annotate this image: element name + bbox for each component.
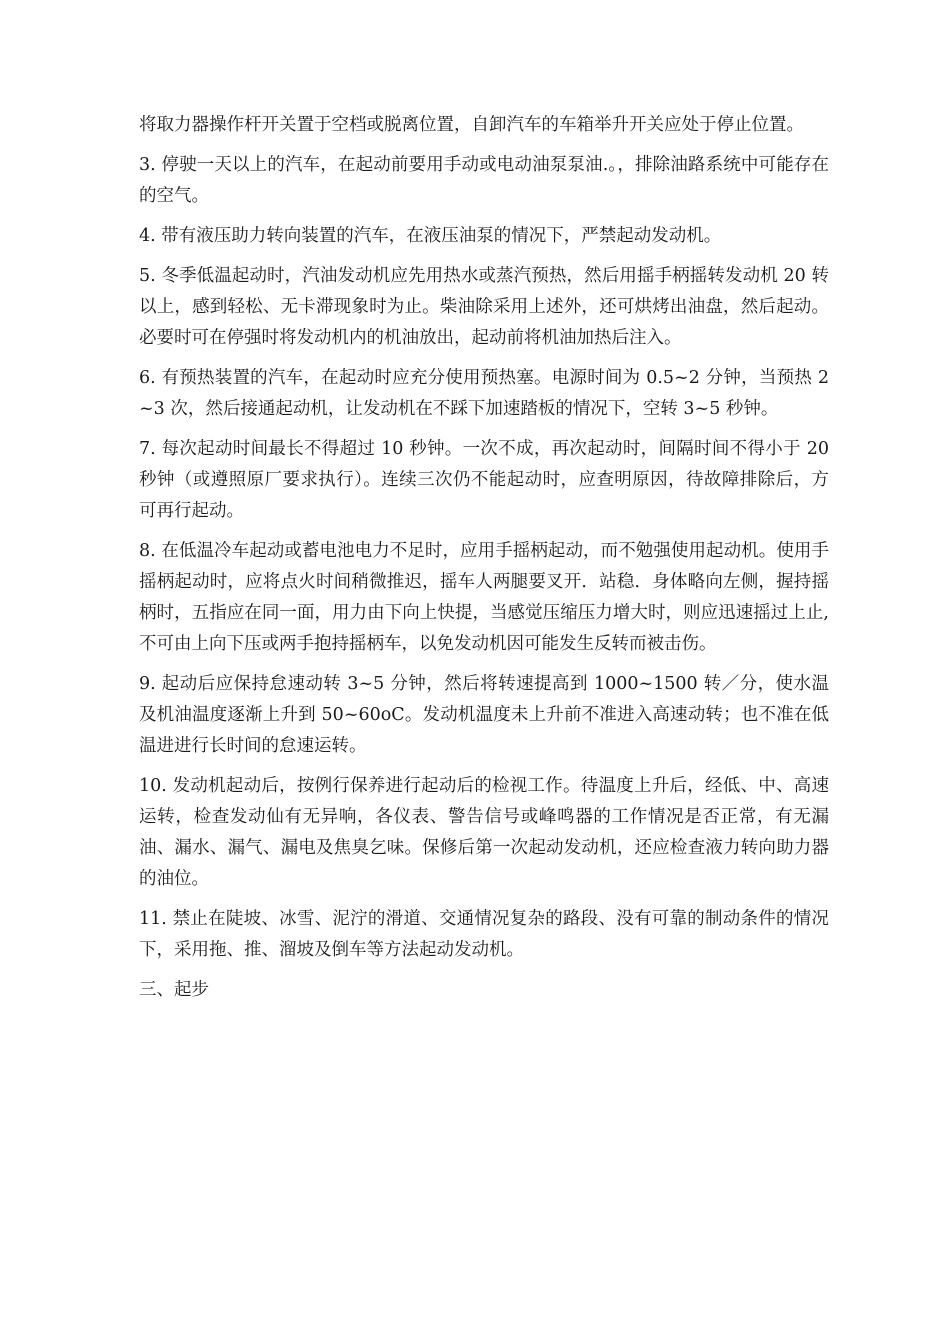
paragraph-item-5: 5. 冬季低温起动时，汽油发动机应先用热水或蒸汽预热，然后用摇手柄摇转发动机 20 转以上，感到轻松、无卡滞现象时为止。柴油除采用上述外，还可烘烤出油盘，然后起动。必要时可在停强时将发动机内的机油放出，起动前将机油加热后注入。: [139, 266, 829, 348]
document-body: [139, 110, 829, 1015]
section-heading-start: 三、起步: [139, 980, 209, 1000]
paragraph-item-6: 6. 有预热装置的汽车，在起动时应充分使用预热塞。电源时间为 0.5~2 分钟，当预热 2~3 次，然后接通起动机，让发动机在不踩下加速踏板的情况下，空转 3~5 秒钟。: [139, 368, 829, 419]
paragraph-item-7: 7. 每次起动时间最长不得超过 10 秒钟。一次不成，再次起动时，间隔时间不得小于 20 秒钟（或遵照原厂要求执行）。连续三次仍不能起动时，应查明原因，待故障排除后，方可再行起动。: [139, 439, 829, 521]
paragraph-item-11: 11. 禁止在陡坡、冰雪、泥泞的滑道、交通情况复杂的路段、没有可靠的制动条件的情况下，采用拖、推、溜坡及倒车等方法起动发动机。: [139, 909, 829, 960]
paragraph-continuation: 将取力器操作杆开关置于空档或脱离位置，自卸汽车的车箱举升开关应处于停止位置。: [139, 115, 804, 135]
paragraph-item-10: 10. 发动机起动后，按例行保养进行起动后的检视工作。待温度上升后，经低、中、高速运转，检查发动仙有无异响，各仪表、警告信号或峰鸣器的工作情况是否正常，有无漏油、漏水、漏气、漏电及焦臭乞味。保修后第一次起动发动机，还应检查液力转向助力器的油位。: [139, 776, 829, 889]
paragraph-item-9: 9. 起动后应保持怠速动转 3~5 分钟，然后将转速提高到 1000~1500 转／分，使水温及机油温度逐渐上升到 50~60oC。发动机温度未上升前不准进入高速动转；也不准在低温进进行长时间的怠速运转。: [139, 674, 829, 756]
paragraph-item-8: 8. 在低温冷车起动或蓄电池电力不足时，应用手摇柄起动，而不勉强使用起动机。使用手摇柄起动时，应将点火时间稍微推迟，摇车人两腿要叉开．站稳．身体略向左侧，握持摇柄时，五指应在同一面，用力由下向上快提，当感觉压缩压力增大时，则应迅速摇过上止,不可由上向下压或两手抱持摇柄车，以免发动机因可能发生反转而被击伤。: [139, 541, 829, 654]
paragraph-item-4: 4. 带有液压助力转向装置的汽车，在液压油泵的情况下，严禁起动发动机。: [139, 226, 722, 246]
paragraph-item-3: 3. 停驶一天以上的汽车，在起动前要用手动或电动油泵泵油.。，排除油路系统中可能存在的空气。: [139, 155, 829, 206]
